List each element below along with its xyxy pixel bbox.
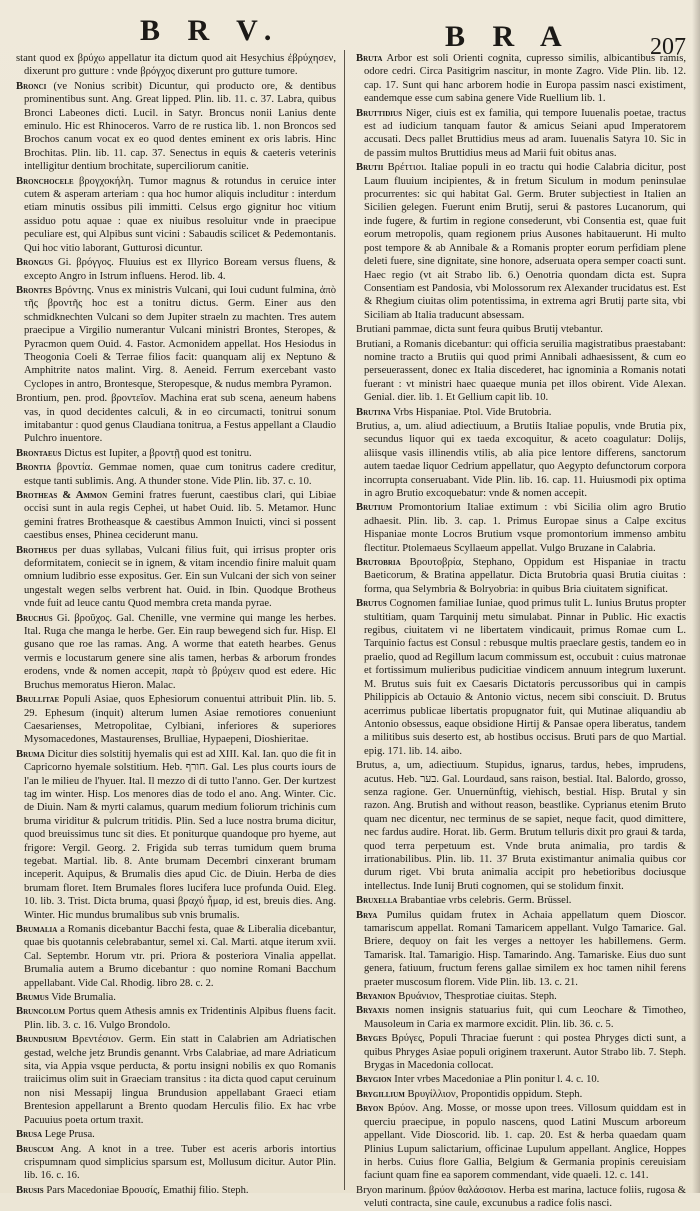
entry-text: Gi. βροῦχος. Gal. Chenille, vne vermine qui mange les herbes. Ital. Ruga che manga le herbe. Ger. Ein raup bewegend sich fur. Hisp. El gusano que roe las ramas. Ang. A worme that eateth hearbes. Genus vermis e locustarum genere sine alis tamen, herbas & arborum frondes erodens, vnde & nomen accepit, παρὰ τὸ βρύχειν quod est edere. Hic Bruchus memoratus Hieron. Malac. [24, 612, 336, 691]
entry-text: βρογχοκήλη. Tumor magnus & rotundus in ceruice inter cutem & asperam arteriam : qua hoc humor aliquis includitur : interdum etiam minutis ossibus pili immitti. Celsus ergo gignitur hoc vitium assiduo potu aquae : quae ex niuibus resoluitur vnde in praecipue peculiare est, qui Alpibus sunt vicini : Sabaudis scilicet & Pedemontanis. Qui hoc vitio laborant, Gutturosi dicuntur. [24, 175, 336, 254]
dictionary-entry [356, 894, 686, 907]
dictionary-entry [356, 1184, 686, 1211]
entry-text: stant quod ex βρύχω appellatur ita dictum quod ait Hesychius ἐβρύχησεν, dixerunt pro gutture : vnde βρόγχος dixerunt pro gutture tumore. [16, 53, 336, 78]
dictionary-entry [356, 1088, 686, 1101]
entry-text: Gi. βρόγγος. Fluuius est ex Illyrico Boream versus fluens, & excepto Angro in Istrum influens. Herod. lib. 4. [24, 257, 336, 282]
entry-text: Populi Asiae, quos Ephesiorum conuentui attribuit Plin. lib. 5. 29. Ephesum (inquit) alterum lumen Asiae remotiores conueniunt Caesarienses, Metropolitae, Cylbiani, inferiores & superiores Mysomacedones, Mastaurenses, Brulliae, Hypaepeni, Dioshieritae. [24, 694, 336, 746]
entry-headword: Brya [356, 909, 378, 921]
entry-text: Arbor est soli Orienti cognita, cupresso similis, albicantibus ramis, odore cedri. Circa Pasitigrim nascitur, in monte Zagro. Vide Plin. lib. 12. cap. 17. Sunt qui hanc arborem hodie in Europa passim nasci existiment, eandemque esse cum sabina genere Vide Ruellium lib. 1. [364, 53, 686, 105]
page-edge-shadow [692, 0, 700, 1193]
dictionary-entry [16, 256, 336, 283]
entry-headword: Bruma [16, 748, 45, 760]
column-divider [344, 50, 345, 1190]
entry-headword: Brutii [356, 162, 384, 174]
entry-headword: Brygion [356, 1074, 392, 1086]
entry-headword: Bryaxis [356, 1005, 390, 1017]
entry-text: Brutiani, a Romanis dicebantur: qui officia seruilia magistratibus praestabant: nomine tracto a Brutiis qui quod primi Annibali adhaesissent, & cum eo perseuerassent, donec ex Italia discederet, hac ignominia a Romanis notati fuerant : vt ministri haec quaeque munia pet illos obirent. Vide Alexan. Genial. dier. lib. 1. Et Gellium capit lib. 10. [356, 338, 686, 404]
entry-text: Vrbs Hispaniae. Ptol. Vide Brutobria. [393, 406, 552, 418]
dictionary-entry [16, 693, 336, 747]
entry-headword: Brontes [16, 284, 52, 296]
dictionary-entry [16, 1005, 336, 1032]
dictionary-entry [16, 1184, 336, 1197]
entry-text: a Romanis dicebantur Bacchi festa, quae & Liberalia dicebantur, quae bis quotannis celebrabantur, semel xi. Cal. Marti. atque iterum xvii. Cal. Septembr. Horum vtr. pri. Priora & posteriora Vinalia appellat. Brumalia autem a Brumo dicebantur : quo nomine Romani Bacchum appellabant. Vide Cal. Rhodig. libro 28. c. 2. [24, 924, 336, 989]
dictionary-entry [16, 80, 336, 174]
entry-text: Cognomen familiae Iuniae, quod primus tulit L. Iunius Brutus propter stultitiam, quam Tarquinij metu simulabat. Pinnar in Public. Hic exactis regibus, ciuitatem vi ne libertatem vindicauit, primus Romae cum L. Tarquinio factus est Consul : rebusque multis praeclare gestis, tandem eo in praelio, quod ad Regillum lacum commissum est, occubuit : cuius matronae et fortissimum mulieribus pudicitiae vindicem annuum integrum luxerunt. M. Brutus suis fuit ex Caesaris Dictatoris percussoribus qui in campis Philippicis ab Octauio & Antonio victus, necem sibi consciuit. D. Brutus acerrimus publicae libertatis propugnator fuit, qui Mutinae aliquandiu ab Antonio obsessus, eaque obsidione Hirtij & Pansae opera liberatus, tandem a militibus suis deserto est, ab hostibus occisus. Bruti pars de quo Martial. epig. 171. lib. 14. aibo. [364, 598, 686, 757]
entry-text: Lege Prusa. [44, 1129, 95, 1141]
dictionary-entry [356, 107, 686, 161]
entry-text: Brutus, a, um, adiectiuum. Stupidus, ignarus, tardus, hebes, imprudens, acutus. Heb. בער. Gal. Lourdaud, sans raison, bestial. Ital. Balordo, grosso, senza ragione. Ger. Unuernünftig, viehisch, bestial. Hisp. Brutal y sin razon. Ang. Brutish and without reason, beastlike. Cyprianus etenim Bruto quam nec dicentur, nec terminus de se sapiet, neque facit, quod dimittere, nec fardus audire. Horat. lib. Germ. Brutum telluris dixit pro graui & tarda, quod terra perpetuum est. Vnde bruta animalia, pro tardis & irrationabilibus. Plin. lib. 11. 37 Bruta existimantur animalia quibus cor durum riget. Vbi bruta animalia accipit pro hebetioribus dociusque intellectus. Inde Iunij Bruti cognomen, qui se stolidum finxit. [356, 760, 686, 892]
entry-text: Portus quem Athesis amnis ex Tridentinis Alpibus fluens facit. Plin. lib. 3. c. 16. Vulgo Brondolo. [24, 1006, 336, 1031]
entry-text: Gemini fratres fuerunt, caestibus clari, qui Libiae occisi sunt in aula regis Cephei, ut habet Ouid. lib. 5. Metamor. Hunc gemini fratres Brotheasque & caestibus Ammon Inuicti, vinci si possent caestibus enses, Phinea ceciderunt manu. [24, 490, 336, 542]
dictionary-entry [356, 1032, 686, 1072]
dictionary-entry [16, 1128, 336, 1141]
entry-headword: Brontia [16, 462, 52, 474]
entry-headword: Bryanion [356, 991, 396, 1003]
entry-headword: Brotheas & Ammon [16, 490, 108, 501]
entry-text: Βρόντης. Vnus ex ministris Vulcani, qui Ioui cudunt fulmina, ἀπὸ τῆς βροντῆς hoc est a tonitru dictus. Germ. Einer aus den schmidknechten Vulcani so dem Jupiter straeln zu machten. Tres autem praecipue a Virgilio numerantur Vulcani ministri Brontes, Steropes, & Pyracmon quem Ouid. 4. Fastor. Acmonidem appellat. Hos Hesiodus in Theogonia Coeli & Terrae filios facit: quanquam alij ex Neptuno & Amphitrite natos malint. Virg. 8. Aeneid. Ferrum exercebant vasto Cyclopes in antro, Brontesque, Steropesque, & nudus membra Pyramon. [24, 284, 336, 390]
dictionary-entry [356, 501, 686, 555]
entry-text: Brabantiae vrbs celebris. Germ. Brüssel. [399, 895, 572, 907]
entry-text: Niger, ciuis est ex familia, qui tempore Iuuenalis poetae, tractus est ad iudicium tanquam fautor & amicus Seiani apud Imperatorem accusati. Decs pallet Bruttidius meus ad aram. Iuuenalis Satyra 10. Sic in de passim multos Bruttidius meus ad Marii fuit obitus anas. [364, 107, 686, 159]
entry-text: Βρυάνιον, Thesprotiae ciuitas. Steph. [398, 991, 557, 1003]
entry-headword: Bruchus [16, 612, 53, 624]
left-column [16, 52, 336, 1196]
entry-headword: Brotheus [16, 544, 58, 556]
page-header [0, 0, 700, 58]
dictionary-entry [356, 338, 686, 405]
entry-headword: Brutus [356, 598, 387, 610]
entry-headword: Bruscum [16, 1143, 54, 1155]
entry-headword: Brygillium [356, 1088, 405, 1100]
right-guide-word: B R A [445, 20, 572, 53]
dictionary-entry [356, 1073, 686, 1086]
entry-text: Βρεντέσιον. Germ. Ein statt in Calabrien am Adriatischen gestad, welche jetz Brundis genannt. Vrbs Calabriae, ad mare Adriaticum sita, via Appia vsque perducta, & portu insigni nobilis ex quo Romanis traiicimus olim suit in Graeciam transitus : ita dicta quod caput ceruinum non nisi Messapij lingua Brundusion appellabant Graeci etiam Brentesion appellarunt a Brento quodam Herculis filio. Ex hac vrbe Pacuuius poeta ortum traxit. [24, 1034, 336, 1126]
right-column [356, 52, 687, 1210]
entry-text: Dictus est Iupiter, a βροντῇ quod est tonitru. [64, 447, 252, 459]
entry-text: nomen insignis statuarius fuit, qui cum Leochare & Timotheo, Mausoleum in Caria ex marmore excidit. Plin. lib. 36. c. 5. [364, 1005, 686, 1030]
dictionary-entry [16, 447, 336, 460]
dictionary-entry [16, 1143, 336, 1183]
entry-headword: Brusa [16, 1129, 43, 1141]
dictionary-entry [16, 489, 336, 543]
entry-headword: Bruxella [356, 895, 398, 907]
entry-text: Inter vrbes Macedoniae a Plin ponitur l. 4. c. 10. [394, 1074, 600, 1086]
entry-text: (ve Nonius scribit) Dicuntur, qui producto ore, & dentibus prominentibus sunt. Ang. Great lipped. Plin. lib. 11. c. 37. Labra, quibus Bronci Labeones dicti. Lucil. in Satyr. Broncus nonii Lanius dente eminulo. Hic est Rhinoceros. Varro de re rustica lib. 1. non Broncos sed Brochos canum vocat ex eo quod dentes eminent ex oris labris. Hinc Brochitas. Plin. lib. 11. cap. 37. Senectus in equis & caeteris veterinis intelligitur dentium brochitate, superciliorum canitie. [24, 80, 336, 173]
dictionary-entry [16, 612, 336, 692]
dictionary-entry [16, 284, 336, 391]
dictionary-entry [16, 461, 336, 488]
dictionary-entry [356, 406, 686, 419]
dictionary-entry [356, 323, 686, 336]
dictionary-entry [16, 1033, 336, 1127]
dictionary-entry [356, 556, 686, 596]
entry-headword: Brutina [356, 406, 391, 418]
dictionary-entry [356, 1102, 686, 1182]
dictionary-entry [16, 175, 336, 255]
entry-text: Bryon marinum. βρύον θαλάσσιον. Herba est marina, lactuce foliis, rugosa & veluti contracta, sine caule, excunubus a radice folis nasci. [356, 1184, 686, 1210]
dictionary-entry [356, 52, 686, 106]
entry-headword: Brusis [16, 1184, 44, 1196]
entry-text: Pars Macedoniae Βρουσίς, Emathij filio. Steph. [46, 1184, 249, 1196]
entry-text: Vide Brumalia. [51, 992, 116, 1004]
dictionary-entry [16, 544, 336, 611]
entry-headword: Brutobria [356, 557, 401, 569]
entry-text: Pumilus quidam frutex in Achaia appellatum quem Dioscor. tamariscum appellat. Romani Tamaricem appellant. Vulgo Tamarice. Gal. Briere, dequoy on fait les verges a nettoyer les habillemens. Germ. Tamarisk. Ital. Tamarigio. Hisp. Tamarindo. Ang. Tamariske. Eius duo sunt genera, fatiuum, fructum ferens gallae similem ex hoc tamen nihil ferens praeter muscosum florem. Vide Plin. lib. 13. c. 21. [364, 909, 686, 988]
dictionary-entry [356, 161, 686, 322]
entry-text: βροντία. Gemmae nomen, quae cum tonitrus cadere creditur, estque tanti sublimis. Ang. A thunder stone. Vide Plin. lib. 37. c. 10. [24, 462, 336, 487]
dictionary-entry [16, 52, 336, 79]
left-guide-word: B R V. [140, 14, 282, 47]
entry-text: Βρυγίλλιον, Propontidis oppidum. Steph. [407, 1088, 583, 1100]
entry-text: Brutiani pammae, dicta sunt feura quibus Brutij vtebantur. [356, 324, 603, 336]
entry-headword: Brongus [16, 257, 54, 269]
entry-headword: Bronci [16, 80, 47, 92]
entry-headword: Brumalia [16, 924, 58, 935]
dictionary-entry [356, 759, 686, 893]
entry-text: Brutius, a, um. aliud adiectiuum, a Brutiis Italiae populis, vnde Brutia pix, secundus liquor qui ex taeda excoquitur, & aceto coagulatur: Dolijs, aliisque vasis illinendis vtilis, ab alia pice lentore differens, sanctorum autem taedae liquor Cedrium appellatur, quo Aegypto defunctorum corpora incorrupta conseruabant. Vide Plin. lib. 16. cap. 11. Huiusmodi pix optima in agro Brutio excoquebatur: vnde & nomen accepit. [356, 420, 686, 499]
entry-headword: Bruta [356, 53, 383, 64]
entry-headword: Bronchocele [16, 175, 74, 187]
dictionary-entry [16, 392, 336, 446]
entry-text: Βρέττιοι. Italiae populi in eo tractu qui hodie Calabria dicitur, post Laum fluuium incipientes, & in fretum Siculum in modum peninsulae procurrentes: sic qui habitat Gal. Germ. Bruter subjectiest in Italien an Sicilien gelegen. Fuerunt enim Brutij, serui & pastores Lucanorum, qui inde fugere, & furtim in regione consederunt, vbi Consentia est, quae fuit eorum metropolis, quam regionem prius Ausones habitauerunt. Hi multo post tempore & ab Annibale & a Romanis propter eorum perfidiam plene deleti fuere, sine dignitate, sine honore, adseruata opera semper coacti sunt. Haec regio (vt ait Strabo lib. 6.) Oenotria quondam dicta est. Supra Consentiam est Pandosia, vbi Molossorum rex Alexander trucidatus est. Est & Rhegium ciuitas olim potentissima, in extrema agri Brutij parte sita, vbi Siciliam ab Italia traducunt absessam. [364, 162, 686, 321]
entry-text: Dicitur dies solstitij hyemalis qui est ad XIII. Kal. Ian. quo die fit in Capricorno hyemale solstitium. Heb. חורף. Gal. Les plus courts iours de l'an le milieu de l'hyuer. Ital. Il mezzo di di tutto l'anno. Ger. Der kurtzest tag im winter. Hisp. Los menores dias de todo el ano. Ang. Winter. Cic. de Diuin. Nam & myrti calamus, quarum medium foliorum trichinis cum bruma viriditur & pulcrum tritidis. Plin. Sed a luce nostra bruma dicitur, quod breuissimus tunc sit dies. Et poniturque quandoque pro hyeme, aut frigore: Vergil. Georg. 2. Frigida sub terras tumidum quem bruma tegebat. Martial. lib. 8. Ante brumam Decembri cinxerant brumam inceperit. Aquipus, & Brumalis dies apud Cic. de Diuin. Herba de dies brumam floret. Item Brumales flores lucifera luce profunda Ouid. Eleg. 10. lib. 3. Trist. Dicta bruma, quasi βραχύ ἦμαρ, id est, breuis dies. Ang. Winter. Hic mundus brumalibus sub vnis brumalis. [24, 748, 336, 921]
entry-headword: Bruttidius [356, 107, 402, 119]
entry-text: per duas syllabas, Vulcani filius fuit, qui irrisus propter oris deformitatem, coniecit se in ignem, & vitam incendio finire maluit quam omnium ludibrio esse expositus. Ger. Ein sun Vulcani der sich von seiner ungestalt wegen selbs verbrent hat. Ouid. in Ibin. Quodque Brotheus vnde fuit ad leuce cantu Quod membra creta manda pyrae. [24, 544, 336, 610]
entry-text: Βρουτοβρία, Stephano, Oppidum est Hispaniae in tractu Baeticorum, & Bratina appellatur. Dicta Brutobria quasi Brutia ciuitas : forma, qua Selymbria & Bolryobria: in quibus Bria ciuitatem significat. [364, 557, 686, 595]
entry-headword: Brumus [16, 992, 49, 1004]
entry-text: Βρύον. Ang. Mosse, or mosse upon trees. Villosum quiddam est in querciu praecipue, in populo nascens, quod Latini Muscum arboreum appellant. Vide Dioscorid. lib. 1. cap. 20. Est & herba quaedam quam Plinius Lupum salictarium, officinae Lupulum appellant. Anglice, Hoppes in herbs. Cuius flore Gallia, Belgium & Germania propinis cereuisiam faciunt quam fine ea saporem commendant, vide quaeli. 12. c. 141. [364, 1103, 686, 1182]
dictionary-entry [16, 991, 336, 1004]
entry-headword: Brullitae [16, 694, 60, 706]
dictionary-entry [16, 748, 336, 922]
dictionary-entry [356, 597, 686, 758]
entry-headword: Brontaeus [16, 447, 62, 459]
entry-headword: Bryon [356, 1103, 384, 1115]
entry-text: Βρύγες, Populi Thraciae fuerunt : qui postea Phryges dicti sunt, a quibus Phryges Asiae populi originem traxerunt. Autor Strabo lib. 7. Steph. Brygas in Macedonia collocat. [364, 1033, 686, 1072]
entry-headword: Bruncolum [16, 1006, 66, 1018]
entry-text: Ang. A knot in a tree. Tuber est aceris arboris intortius crispumnam quod simplicius sparsum est, Mollusum dicitur. Autor Plin. lib. 16. c. 16. [24, 1143, 336, 1182]
entry-headword: Brutium [356, 502, 393, 514]
entry-headword: Brundusium [16, 1034, 67, 1046]
dictionary-entry [356, 420, 686, 500]
dictionary-entry [356, 990, 686, 1003]
dictionary-entry [16, 923, 336, 990]
entry-text: Brontium, pen. prod. βροντεῖον. Machina erat sub scena, aeneum habens vas, in quod decidentes calculi, & in eo circumacti, tonitrui sonum imitabantur : quod genus Claudiana tonitrua, a Festus appellant a Claudio Pulchro inuentore. [16, 393, 336, 445]
entry-headword: Bryges [356, 1033, 387, 1045]
page-number: 207 [650, 34, 686, 60]
dictionary-entry [356, 909, 686, 989]
dictionary-entry [356, 1004, 686, 1031]
entry-text: Promontorium Italiae extimum : vbi Sicilia olim agro Brutio adhaesit. Plin. lib. 3. cap. 1. Primus Europae sinus a Calpe excitus Hispaniae monte Locros Brutium vsque promontorium immenso ambitu flectitur. Ptolemaeus Scyllaeum appellat. Vulgo Bruzane in Calabria. [364, 502, 687, 554]
